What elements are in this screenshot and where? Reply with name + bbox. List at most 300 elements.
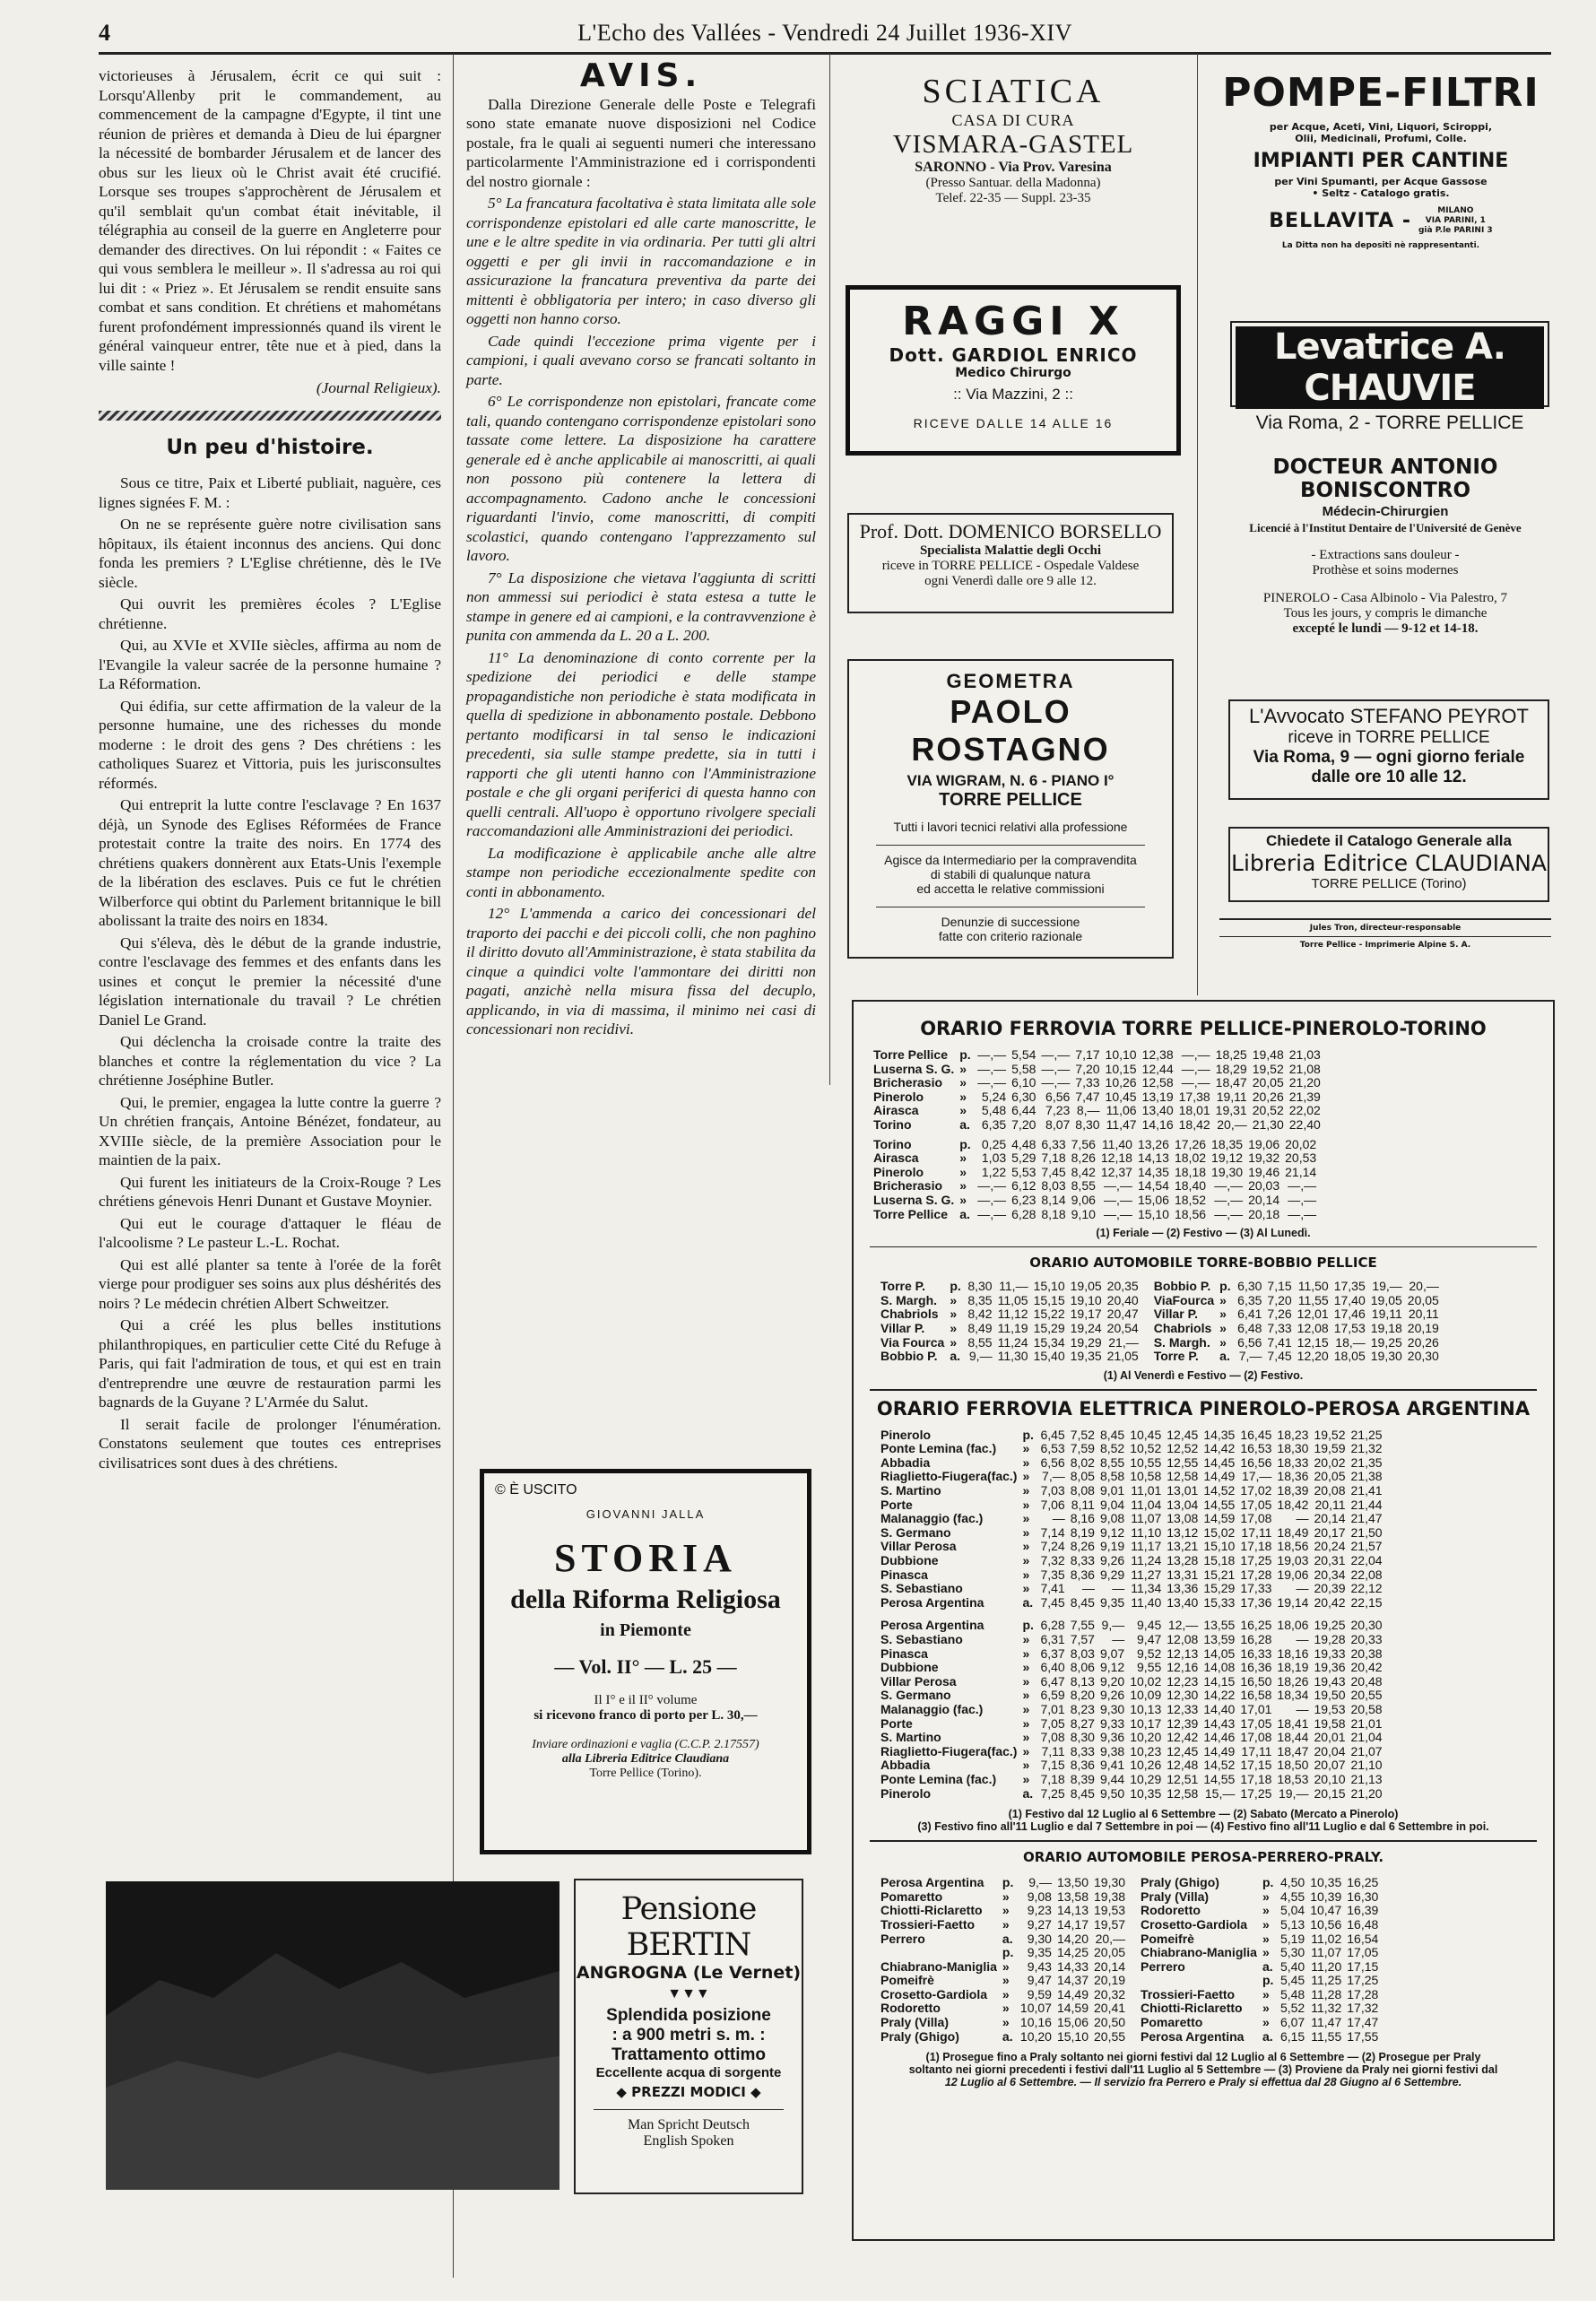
table-cell: 7,—	[1238, 1349, 1262, 1364]
table-cell: Pinerolo	[880, 1427, 932, 1442]
ad-line: Il I° e il II° volume	[594, 1693, 698, 1707]
table-cell: 10,47	[1310, 1903, 1342, 1918]
table-cell: 18,36	[1277, 1469, 1309, 1484]
table-cell: S. Martino	[880, 1483, 941, 1498]
table-cell: 10,26	[1105, 1075, 1137, 1090]
table-cell: 18,30	[1277, 1441, 1309, 1456]
table-cell: S. Germano	[880, 1524, 951, 1540]
table-cell: 9,27	[1027, 1916, 1052, 1932]
table-cell: —,—	[1104, 1192, 1132, 1207]
table-cell: 8,14	[1041, 1192, 1066, 1207]
table-cell: 18,06	[1277, 1618, 1309, 1633]
table-cell: 17,18	[1240, 1771, 1272, 1786]
table-cell: 10,29	[1130, 1771, 1162, 1786]
column-histoire	[99, 66, 441, 1475]
table-cell: 17,11	[1241, 1743, 1272, 1758]
table-cell: 14,33	[1056, 1958, 1089, 1974]
table-cell: 18,18	[1174, 1164, 1207, 1179]
table-cell: 15,40	[1033, 1349, 1065, 1364]
ad-line: L'Avvocato STEFANO PEYROT	[1249, 705, 1529, 727]
table-row	[873, 1179, 1319, 1194]
separator	[594, 2109, 784, 2110]
table-cell: 7,08	[1040, 1730, 1065, 1745]
table-cell: 5,29	[1011, 1150, 1037, 1166]
table-cell: —	[1081, 1581, 1095, 1596]
table-row	[880, 1731, 1385, 1745]
table-cell: 5,48	[1279, 1986, 1305, 2001]
ad-line: ANGROGNA (Le Vernet)	[576, 1963, 802, 1983]
table-cell: 15,22	[1033, 1307, 1065, 1322]
table-cell: 6,40	[1040, 1660, 1065, 1675]
ad-line: IMPIANTI PER CANTINE	[1253, 150, 1509, 172]
table-cell: 16,45	[1240, 1427, 1272, 1442]
ad-line: Via Roma, 9 — ogni giorno feriale	[1253, 748, 1525, 767]
table-cell: 9,35	[1027, 1945, 1052, 1960]
table-cell: 11,—	[999, 1279, 1028, 1294]
ad-book-subtitle: della Riforma Religiosa	[510, 1585, 781, 1614]
timetable-title: ORARIO AUTOMOBILE TORRE-BOBBIO PELLICE	[1029, 1255, 1377, 1272]
paragraph: Qui entreprit la lutte contre l'esclavage ? En 1637 déjà, un Synode des Eglises Réformées de France protestait contre la traite des noirs. En 1774 des chrétiens quakers donnèrent aux Etats-Unis l'exemple de la libération des esclaves. Puis ce fut le chrétien Wilberforce qui obtint du Parlement britannique le bill abolissant la traite des noirs en 1834.	[99, 796, 441, 929]
table-cell: 9,35	[1099, 1594, 1125, 1610]
table-cell: 20,26	[1252, 1089, 1284, 1104]
table-cell: 22,40	[1288, 1116, 1321, 1132]
table-cell: 12,37	[1100, 1164, 1132, 1179]
table-cell: p.	[1002, 1875, 1014, 1890]
ad-line: Inviare ordinazioni e vaglia (C.C.P. 2.17557)	[532, 1738, 759, 1751]
table-cell: 10,26	[1130, 1758, 1162, 1773]
table-cell: Torre Pellice	[873, 1206, 949, 1221]
table-cell: 8,18	[1041, 1206, 1066, 1221]
table-cell: 13,36	[1167, 1581, 1199, 1596]
timetable-note: (1) Feriale — (2) Festivo — (3) Al Lunedì.	[1096, 1227, 1311, 1240]
table-cell: 6,15	[1279, 2028, 1305, 2044]
table-cell: a.	[1022, 1594, 1034, 1610]
table-cell: 9,01	[1099, 1483, 1125, 1498]
table-cell: Riaglietto-Fiugera(fac.)	[880, 1469, 1018, 1484]
table-cell: p.	[950, 1279, 961, 1294]
table-cell: 8,05	[1070, 1469, 1095, 1484]
table-cell: 10,09	[1130, 1688, 1162, 1703]
table-row	[880, 1336, 1442, 1350]
ad-line: SARONNO - Via Prov. Varesina	[915, 160, 1112, 175]
table-cell: 13,28	[1167, 1553, 1199, 1568]
table-cell: 15,10	[1056, 2028, 1089, 2044]
table-row	[880, 1675, 1385, 1689]
table-cell: Perrero	[880, 1931, 925, 1946]
table-cell: p.	[1002, 1945, 1014, 1960]
table-row	[880, 1456, 1385, 1471]
table-cell: 20,40	[1106, 1292, 1139, 1307]
ad-line: DOCTEUR ANTONIO BONISCONTRO	[1272, 456, 1498, 502]
table-cell: 10,20	[1130, 1730, 1162, 1745]
ad-boniscontro	[1219, 456, 1551, 671]
table-cell: 12,58	[1141, 1075, 1174, 1090]
table-cell: 14,46	[1203, 1730, 1236, 1745]
table-cell: 10,16	[1019, 2015, 1052, 2030]
table-cell: 14,13	[1056, 1903, 1089, 1918]
table-cell: 21,25	[1350, 1427, 1383, 1442]
table-cell: 21,47	[1350, 1511, 1383, 1526]
table-cell: 20,53	[1285, 1150, 1317, 1166]
table-cell: 17,32	[1347, 2001, 1379, 2016]
article-source: (Journal Religieux).	[316, 379, 441, 396]
table-cell: 6,59	[1040, 1688, 1065, 1703]
table-cell: 19,18	[1370, 1320, 1402, 1335]
table-cell: 19,10	[1070, 1292, 1102, 1307]
table-cell: 19,30	[1370, 1349, 1402, 1364]
table-row	[880, 1619, 1385, 1633]
table-cell: 14,40	[1203, 1701, 1236, 1716]
table-cell: 19,59	[1314, 1441, 1346, 1456]
table-cell: 15,29	[1033, 1320, 1065, 1335]
table-cell: 6,41	[1237, 1307, 1262, 1322]
table-row	[880, 1322, 1442, 1336]
table-cell: —,—	[1181, 1047, 1210, 1062]
ad-pensione-bertin	[574, 1879, 803, 2194]
table-cell: 19,32	[1248, 1150, 1280, 1166]
table-cell: Rodoretto	[880, 2001, 941, 2016]
table-cell: 9,44	[1099, 1771, 1125, 1786]
table-cell: 20,55	[1350, 1688, 1383, 1703]
ad-line: Eccellente acqua di sorgente	[595, 2065, 782, 2080]
table-cell: Crosetto-Gardiola	[880, 1986, 988, 2001]
table-cell: 8,55	[1071, 1178, 1096, 1194]
table-cell: Ponte Lemina (fac.)	[880, 1771, 997, 1786]
table-cell: 7,—	[1042, 1469, 1065, 1484]
table-cell: 20,05	[1314, 1469, 1346, 1484]
table-cell: 13,40	[1167, 1594, 1199, 1610]
table-cell: 20,42	[1350, 1660, 1383, 1675]
table-cell: 20,52	[1252, 1103, 1284, 1118]
table-cell: 4,55	[1279, 1889, 1305, 1904]
article-allenby	[99, 66, 441, 375]
table-cell: 4,48	[1011, 1136, 1037, 1151]
table-cell: 20,54	[1106, 1320, 1139, 1335]
table-cell: 16,28	[1240, 1632, 1272, 1646]
table-cell: 9,43	[1027, 1958, 1052, 1974]
table-cell: 9,23	[1027, 1903, 1052, 1918]
table-cell: —	[1112, 1581, 1125, 1596]
ad-line: si ricevono franco di porto per L. 30,—	[533, 1708, 758, 1723]
table-cell: 17,25	[1240, 1785, 1272, 1801]
table-cell: a.	[1002, 1931, 1013, 1946]
table-cell: 21,07	[1350, 1743, 1383, 1758]
table-cell: 15,34	[1033, 1334, 1065, 1350]
table-cell: 15,10	[1203, 1539, 1236, 1554]
table-cell: —	[1296, 1581, 1309, 1596]
table-cell: —	[1296, 1701, 1309, 1716]
ad-line: Agisce da Intermediario per la compravendita	[884, 853, 1137, 867]
table-cell: 14,45	[1203, 1454, 1236, 1470]
ad-badge: © È USCITO	[495, 1482, 577, 1498]
table-cell: 20,38	[1350, 1645, 1383, 1661]
table-cell: Rodoretto	[1141, 1903, 1201, 1918]
table-cell: »	[1022, 1715, 1030, 1731]
table-cell: 6,47	[1040, 1673, 1065, 1689]
table-cell: 21,20	[1288, 1075, 1321, 1090]
ad-line: PAOLO ROSTAGNO	[911, 693, 1110, 768]
table-cell: 5,40	[1279, 1958, 1305, 1974]
table-cell: 18,50	[1277, 1758, 1309, 1773]
table-cell: —,—	[1104, 1178, 1132, 1194]
table-row	[880, 1512, 1385, 1526]
table-cell: —,—	[1214, 1178, 1244, 1194]
table-row	[880, 1988, 1381, 2002]
table-cell: »	[1022, 1581, 1030, 1596]
table-cell: Villar Perosa	[880, 1673, 957, 1689]
table-cell: 8,36	[1070, 1758, 1095, 1773]
table-cell: 6,56	[1237, 1334, 1262, 1350]
table-cell: 9,30	[1099, 1701, 1125, 1716]
ad-line: Man Spricht Deutsch	[628, 2117, 750, 2132]
table-row	[880, 1932, 1381, 1947]
ad-line: RAGGI X	[902, 299, 1124, 344]
table-cell: »	[959, 1192, 967, 1207]
table-cell: —	[1296, 1632, 1309, 1646]
table-cell: »	[1022, 1645, 1030, 1661]
table-cell: 17,46	[1333, 1307, 1366, 1322]
table-cell: 8,39	[1070, 1771, 1095, 1786]
table-cell: »	[1002, 2001, 1010, 2016]
table-cell: »	[1219, 1334, 1227, 1350]
imprint-director: Jules Tron, directeur-responsable	[1219, 918, 1551, 933]
table-cell: 7,14	[1040, 1524, 1065, 1540]
ad-chauvie	[1230, 321, 1549, 433]
table-cell: Luserna S. G.	[873, 1192, 955, 1207]
table-cell: 1,03	[981, 1150, 1007, 1166]
table-cell: —,—	[1041, 1075, 1071, 1090]
table-cell: a.	[1022, 1785, 1034, 1801]
table-cell: 20,34	[1314, 1567, 1346, 1582]
table-cell: 20,02	[1314, 1454, 1346, 1470]
table-cell: 17,11	[1241, 1524, 1272, 1540]
table-cell: 21,35	[1350, 1454, 1383, 1470]
ad-line: Libreria Editrice CLAUDIANA	[1231, 850, 1547, 876]
table-cell: 12,20	[1297, 1349, 1329, 1364]
ad-line: fatte con criterio razionale	[938, 929, 1083, 943]
table-cell: 8,45	[1070, 1594, 1095, 1610]
table-cell: 7,05	[1040, 1715, 1065, 1731]
table-cell: Riaglietto-Fiugera(fac.)	[880, 1743, 1018, 1758]
table-cell: 7,20	[1011, 1116, 1037, 1132]
table-cell: 8,55	[967, 1334, 993, 1350]
table-cell: 20,35	[1106, 1279, 1139, 1294]
table-cell: »	[1002, 1973, 1010, 1988]
table-row	[880, 1745, 1385, 1759]
table-cell: 8,08	[1070, 1483, 1095, 1498]
table-cell: 19,46	[1248, 1164, 1280, 1179]
table-cell: 18,26	[1277, 1673, 1309, 1689]
table-cell: 19,57	[1094, 1916, 1126, 1932]
table-cell: 17,55	[1347, 2028, 1379, 2044]
table-cell: 22,02	[1288, 1103, 1321, 1118]
ad-line: BELLAVITA -	[1269, 210, 1411, 232]
timetable-title: ORARIO FERROVIA ELETTRICA PINEROLO-PEROSA ARGENTINA	[876, 1397, 1531, 1420]
ad-peyrot	[1228, 699, 1549, 800]
paragraph: victorieuses à Jérusalem, écrit ce qui suit : Lorsqu'Allenby prit le commandement, au commencement de la campagne d'Egypte, il tint une réunion de prières et demanda à Dieu de lui épargner la nécessité de bombarder Jérusalem et de lancer des obus sur les lieux où le Christ avait été crucifié. Lorsque ses troupes s'approchèrent de Jérusalem et qu'il semblait qu'un combat était inévitable, il télégraphia au conseil de la guerre en Angleterre pour demander des directives. On lui répondit : « Faites ce qui vous semblera le meilleur ». Il s'adressa au roi qui lui dit : « Priez ». Et Jérusalem se rendit ensuite sans combat et sans condition. Et chrétiens et mahométans furent profondément impressionnés quand ils virent le général vainqueur entrer, tête nue et à pied, dans la ville sainte !	[99, 67, 441, 374]
separator	[870, 1246, 1537, 1247]
masthead-title: L'Echo des Vallées - Vendredi 24 Juillet 1936-XIV	[577, 20, 1072, 46]
table-cell: 20,14	[1094, 1958, 1126, 1974]
table-cell: 15,18	[1203, 1553, 1236, 1568]
table-cell: 12,18	[1100, 1150, 1132, 1166]
table-cell: —	[1052, 1511, 1065, 1526]
table-row	[873, 1063, 1323, 1077]
table-cell: 9,12	[1099, 1660, 1125, 1675]
table-cell: 7,55	[1070, 1618, 1095, 1633]
table-cell: 18,49	[1277, 1524, 1309, 1540]
table-cell: 8,49	[967, 1320, 993, 1335]
table-cell: 20,01	[1314, 1730, 1346, 1745]
table-cell: 10,56	[1310, 1916, 1342, 1932]
imprint	[1219, 918, 1551, 950]
separator	[870, 1389, 1537, 1391]
table-cell: 16,25	[1240, 1618, 1272, 1633]
table-cell: 16,58	[1240, 1688, 1272, 1703]
table-cell: 7,33	[1267, 1320, 1292, 1335]
table-cell: 13,12	[1167, 1524, 1199, 1540]
table-cell: 14,54	[1137, 1178, 1169, 1194]
table-cell: 9,08	[1099, 1511, 1125, 1526]
table-cell: 16,50	[1240, 1673, 1272, 1689]
table-cell: 8,19	[1070, 1524, 1095, 1540]
table-cell: 6,44	[1011, 1103, 1037, 1118]
table-cell: Trossieri-Faetto	[880, 1916, 976, 1932]
table-cell: 6,10	[1011, 1075, 1037, 1090]
table-cell: 7,15	[1040, 1758, 1065, 1773]
table-row	[880, 1758, 1385, 1773]
table-cell: »	[1262, 1889, 1270, 1904]
table-cell: 11,05	[997, 1292, 1028, 1307]
ad-line: CASA DI CURA	[951, 111, 1075, 129]
table-cell: 22,12	[1350, 1581, 1383, 1596]
table-cell: »	[1022, 1701, 1030, 1716]
column-divider	[829, 54, 830, 1085]
table-cell: 19,24	[1070, 1320, 1102, 1335]
table-cell: 10,15	[1105, 1061, 1137, 1076]
column-avis	[466, 57, 816, 1042]
table-cell: 13,26	[1137, 1136, 1169, 1151]
table-cell: 5,45	[1279, 1973, 1305, 1988]
timetable-note: (1) Prosegue fino a Praly soltanto nei giorni festivi dal 12 Luglio al 6 Settembre — (2) Prosegue per Praly	[925, 2051, 1481, 2064]
table-cell: Torino	[873, 1116, 912, 1132]
table-cell: 17,01	[1240, 1701, 1272, 1716]
table-cell: 21,10	[1350, 1758, 1383, 1773]
table-cell: Pinerolo	[873, 1164, 924, 1179]
ad-line: Torre Pellice (Torino).	[589, 1767, 702, 1780]
table-cell: 6,33	[1041, 1136, 1066, 1151]
table-cell: 12,45	[1167, 1427, 1199, 1442]
table-row	[880, 1554, 1385, 1568]
table-cell: 17,28	[1240, 1567, 1272, 1582]
table-cell: 17,15	[1240, 1758, 1272, 1773]
timetable-pinerolo-perosa	[880, 1428, 1385, 1611]
table-cell: 8,06	[1070, 1660, 1095, 1675]
table-cell: 14,20	[1056, 1931, 1089, 1946]
paragraph: 7° La disposizione che vietava l'aggiunta di scritti non ammessi sui periodici è stata estesa a tutte le stampe in genere ed ai campioni, e la contravvenzione è punita con ammenda da L. 20 a L. 200.	[466, 569, 816, 644]
table-row	[880, 1428, 1385, 1443]
table-cell: a.	[959, 1116, 970, 1132]
ad-line: VIA WIGRAM, N. 6 - PIANO I°	[906, 772, 1115, 789]
paragraph: 6° Le corrispondenze non epistolari, francate come tali, quando contengano corrispondenze epistolari sono tassate come lettere. La disposizione ha carattere generale ed è anche applicabile ai manoscritti, ai quali non possono più contenere la lettera di accompagnamento. Cadono anche le concessioni riguardanti l'invio, come manoscritti, di compiti scolastici, quando contengano l'apprezzamento sul lavoro.	[466, 393, 816, 564]
table-cell: 19,03	[1277, 1553, 1309, 1568]
table-cell: 5,04	[1279, 1903, 1305, 1918]
table-cell: 14,43	[1203, 1715, 1236, 1731]
ad-line: riceve in TORRE PELLICE	[1288, 728, 1490, 747]
table-cell: 6,28	[1040, 1618, 1065, 1633]
ad-line: Olii, Medicinali, Profumi, Colle.	[1295, 133, 1467, 144]
table-cell: —,—	[1288, 1178, 1317, 1194]
table-row	[880, 1946, 1381, 1960]
table-cell: 20,—	[1217, 1116, 1247, 1132]
table-cell: 12,08	[1167, 1632, 1199, 1646]
table-cell: »	[1022, 1441, 1030, 1456]
table-cell: 6,35	[1237, 1292, 1262, 1307]
table-cell: 18,40	[1174, 1178, 1207, 1194]
paragraph: 5° La francatura facoltativa è stata limitata alle sole corrispondenze epistolari ed alle carte manoscritte, le une e le altre spedite in via ordinaria. Per tutti gli altri oggetti e per gli invii in raccomandazione e in assicurazione la francatura preventiva da parte dei mittenti è obbligatoria per intero; in caso diverso gli oggetti non hanno corso.	[466, 195, 816, 327]
table-cell: 20,04	[1314, 1743, 1346, 1758]
table-cell: 21,57	[1350, 1539, 1383, 1554]
ad-line: Dott. GARDIOL ENRICO	[889, 344, 1138, 366]
table-cell: Pinerolo	[880, 1785, 932, 1801]
ad-line: dalle ore 10 alle 12.	[1311, 768, 1467, 786]
table-cell: 7,18	[1040, 1771, 1065, 1786]
table-cell: 13,40	[1141, 1103, 1174, 1118]
paragraph: Qui ouvrit les premières écoles ? L'Eglise chrétienne.	[99, 595, 441, 632]
paragraph: Qui est allé planter sa tente à l'orée de la forêt vierge pour prodiguer ses soins aux plus déshérités des noirs ? Le médecin chrétien Albert Schweitzer.	[99, 1255, 441, 1312]
table-cell: 11,30	[997, 1349, 1028, 1364]
table-cell: 21,50	[1350, 1524, 1383, 1540]
table-cell: 8,30	[967, 1279, 993, 1294]
table-cell: Luserna S. G.	[873, 1061, 955, 1076]
table-cell: 12,48	[1167, 1758, 1199, 1773]
ad-line: alla Libreria Editrice Claudiana	[561, 1752, 730, 1766]
table-cell: 9,08	[1027, 1889, 1052, 1904]
table-cell: S. Martino	[880, 1730, 941, 1745]
table-cell: 9,52	[1137, 1645, 1162, 1661]
table-cell: 11,07	[1131, 1511, 1162, 1526]
table-cell: S. Margh.	[880, 1292, 938, 1307]
table-cell: 6,45	[1040, 1427, 1065, 1442]
page-header	[99, 16, 1551, 55]
table-cell: 21,32	[1350, 1441, 1383, 1456]
ad-line: VISMARA-GASTEL	[892, 130, 1134, 159]
table-cell: 20,07	[1314, 1758, 1346, 1773]
table-cell: 8,33	[1070, 1553, 1095, 1568]
table-cell: Torre Pellice	[873, 1047, 949, 1062]
table-cell: 7,45	[1267, 1349, 1292, 1364]
table-cell: 10,17	[1130, 1715, 1162, 1731]
imprint-printer: Torre Pellice - Imprimerie Alpine S. A.	[1219, 936, 1551, 950]
ad-claudiana	[1228, 827, 1549, 902]
ad-line: excepté le lundi — 9-12 et 14-18.	[1292, 621, 1479, 636]
table-cell: 17,05	[1347, 1945, 1379, 1960]
table-cell: Trossieri-Faetto	[1141, 1986, 1236, 2001]
table-cell: 19,52	[1314, 1427, 1346, 1442]
table-cell: a.	[950, 1349, 961, 1364]
ad-book-title: STORIA	[554, 1536, 737, 1580]
table-cell: 21,—	[1108, 1334, 1139, 1350]
table-cell: 12,15	[1297, 1334, 1329, 1350]
table-cell: 9,07	[1099, 1645, 1125, 1661]
table-cell: 13,59	[1203, 1632, 1236, 1646]
table-cell: 8,36	[1070, 1567, 1095, 1582]
table-cell: S. Germano	[880, 1688, 951, 1703]
table-cell: Praly (Ghigo)	[880, 2028, 959, 2044]
table-cell: 17,08	[1240, 1730, 1272, 1745]
table-cell: p.	[1262, 1973, 1274, 1988]
table-cell: Torre P.	[1153, 1349, 1199, 1364]
